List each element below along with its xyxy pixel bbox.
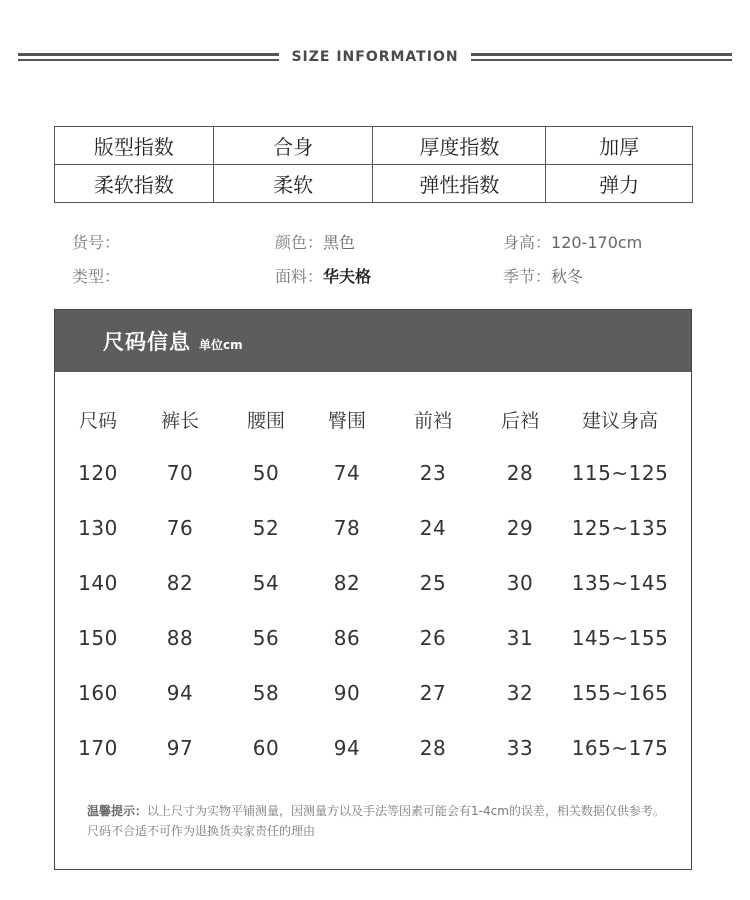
table-cell: 50 [252,461,280,485]
size-table-header [55,406,691,461]
table-cell: 28 [419,736,447,760]
color-label: 颜色： [275,233,324,252]
table-cell: 165~175 [571,736,669,760]
table-cell: 32 [506,681,534,705]
table-cell: 94 [166,681,194,705]
table-cell: 97 [166,736,194,760]
table-cell: 54 [252,571,280,595]
table-cell: 23 [419,461,447,485]
season-label: 季节： [503,267,552,286]
type-info [72,264,120,287]
index-cell: 柔软 [213,165,373,203]
table-cell: 52 [252,516,280,540]
fabric-value: 华夫格 [323,267,372,286]
column-header: 裤长 [160,410,200,432]
table-cell: 28 [506,461,534,485]
table-cell: 145~155 [571,626,669,650]
table-cell: 130 [78,516,118,540]
index-row [55,165,693,203]
type-label: 类型： [72,267,121,286]
height-value: 120-170cm [551,233,643,252]
item-no-label: 货号： [72,233,121,252]
size-chart-title: 尺码信息 [103,330,191,354]
table-cell: 74 [333,461,361,485]
size-table [55,406,691,791]
column-header: 后裆 [500,410,540,432]
column-header: 前裆 [413,410,453,432]
table-cell: 160 [78,681,118,705]
header-rule-right [471,53,732,61]
tip-note [87,801,671,841]
info-row [72,264,692,298]
index-cell: 柔软指数 [55,165,214,203]
index-cell: 厚度指数 [373,127,546,165]
tip-text: 以上尺寸为实物平铺测量，因测量方以及手法等因素可能会有1-4cm的误差，相关数据仅供参考。尺码不合适不可作为退换货卖家责任的理由 [87,804,665,838]
table-cell: 30 [506,571,534,595]
table-cell: 60 [252,736,280,760]
color-info [275,230,355,253]
size-chart-header [55,310,691,372]
table-cell: 78 [333,516,361,540]
fabric-info [275,264,371,287]
table-cell: 88 [166,626,194,650]
table-cell: 24 [419,516,447,540]
info-row [72,230,692,264]
table-cell: 70 [166,461,194,485]
section-title: SIZE INFORMATION [291,49,459,65]
table-cell: 33 [506,736,534,760]
table-cell: 125~135 [571,516,669,540]
table-cell: 82 [166,571,194,595]
index-cell: 合身 [213,127,373,165]
table-cell: 140 [78,571,118,595]
product-info [72,230,692,298]
height-info [503,230,642,253]
table-cell: 120 [78,461,118,485]
size-chart-panel [54,309,692,870]
table-cell: 82 [333,571,361,595]
index-cell: 弹力 [546,165,693,203]
index-cell: 弹性指数 [373,165,546,203]
table-cell: 58 [252,681,280,705]
table-cell: 27 [419,681,447,705]
table-row [55,571,691,626]
table-cell: 155~165 [571,681,669,705]
table-cell: 170 [78,736,118,760]
table-cell: 29 [506,516,534,540]
index-cell: 加厚 [546,127,693,165]
table-row [55,736,691,791]
column-header: 臀围 [327,410,367,432]
table-cell: 90 [333,681,361,705]
fabric-label: 面料： [275,267,324,286]
index-table [54,126,693,203]
table-cell: 56 [252,626,280,650]
table-cell: 76 [166,516,194,540]
table-cell: 31 [506,626,534,650]
section-header [18,46,732,68]
season-value: 秋冬 [551,267,584,286]
table-cell: 115~125 [571,461,669,485]
index-cell: 版型指数 [55,127,214,165]
table-cell: 150 [78,626,118,650]
table-row [55,626,691,681]
color-value: 黑色 [323,233,356,252]
table-cell: 86 [333,626,361,650]
header-rule-left [18,53,279,61]
table-cell: 26 [419,626,447,650]
item-no [72,230,120,253]
column-header: 尺码 [78,410,118,432]
size-chart-unit: 单位cm [199,337,243,352]
tip-label: 温馨提示： [87,804,148,818]
column-header: 建议身高 [581,410,659,432]
column-header: 腰围 [246,410,286,432]
table-row [55,681,691,736]
table-cell: 135~145 [571,571,669,595]
height-label: 身高： [503,233,552,252]
index-row [55,127,693,165]
table-row [55,461,691,516]
table-cell: 25 [419,571,447,595]
table-cell: 94 [333,736,361,760]
season-info [503,264,583,287]
table-row [55,516,691,571]
